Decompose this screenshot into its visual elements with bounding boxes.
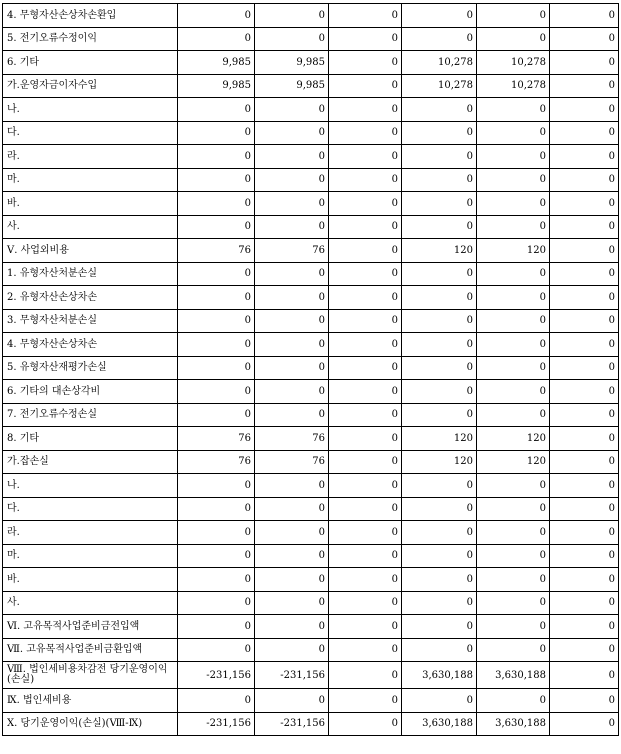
value-cell: 0 [550,403,619,427]
value-cell: 0 [550,98,619,122]
value-cell: 0 [550,568,619,592]
value-cell: 0 [477,215,550,239]
table-row [3,286,619,310]
value-cell: 0 [550,615,619,639]
value-cell: 0 [402,380,477,404]
value-cell: 0 [178,356,255,380]
table-row [3,615,619,639]
value-cell: 0 [402,262,477,286]
value-cell: 0 [402,356,477,380]
value-cell: 0 [329,474,402,498]
value-cell: 0 [329,239,402,263]
value-cell: 0 [178,145,255,169]
value-cell: 0 [477,309,550,333]
value-cell: 0 [477,145,550,169]
value-cell: 0 [329,192,402,216]
row-label: 바. [3,192,178,216]
row-label: 마. [3,168,178,192]
value-cell: 0 [550,309,619,333]
row-label: 7. 전기오류수정손실 [3,403,178,427]
value-cell: 0 [329,168,402,192]
value-cell: 0 [402,521,477,545]
value-cell: 0 [402,615,477,639]
value-cell: 0 [329,262,402,286]
table-row [3,27,619,51]
value-cell: 9,985 [178,74,255,98]
row-label: 1. 유형자산처분손실 [3,262,178,286]
value-cell: 0 [550,380,619,404]
table-row [3,262,619,286]
row-label: 6. 기타의 대손상각비 [3,380,178,404]
value-cell: 0 [255,145,329,169]
value-cell: 0 [402,568,477,592]
value-cell: 3,630,188 [477,712,550,736]
value-cell: 0 [477,474,550,498]
value-cell: 10,278 [477,51,550,75]
table-row [3,521,619,545]
table-row [3,712,619,736]
table-row [3,497,619,521]
value-cell: 0 [477,521,550,545]
row-label: 라. [3,145,178,169]
value-cell: 120 [477,427,550,451]
value-cell: 0 [329,333,402,357]
value-cell: 120 [477,450,550,474]
value-cell: 0 [255,497,329,521]
value-cell: 0 [329,450,402,474]
value-cell: 0 [178,380,255,404]
value-cell: 0 [255,591,329,615]
row-label: Ⅵ. 고유목적사업준비금전입액 [3,615,178,639]
value-cell: 0 [255,333,329,357]
value-cell: 0 [255,4,329,28]
value-cell: 0 [255,121,329,145]
value-cell: 0 [550,121,619,145]
row-label: 가.잡손실 [3,450,178,474]
value-cell: 0 [255,638,329,662]
value-cell: 0 [255,521,329,545]
row-label: Ⅷ. 법인세비용차감전 당기운영이익(손실) [3,662,178,689]
value-cell: -231,156 [255,662,329,689]
value-cell: 0 [178,591,255,615]
value-cell: 0 [550,333,619,357]
row-label: 4. 무형자산손상차손환입 [3,4,178,28]
value-cell: 0 [402,689,477,713]
row-label: 5. 유형자산재평가손실 [3,356,178,380]
value-cell: 0 [329,521,402,545]
value-cell: 76 [255,450,329,474]
value-cell: -231,156 [178,712,255,736]
row-label: 사. [3,591,178,615]
value-cell: 120 [477,239,550,263]
value-cell: 0 [550,27,619,51]
value-cell: 76 [178,450,255,474]
table-row [3,74,619,98]
table-row [3,239,619,263]
value-cell: 0 [477,568,550,592]
table-row [3,98,619,122]
value-cell: 0 [402,591,477,615]
value-cell: 0 [255,27,329,51]
value-cell: 0 [402,4,477,28]
value-cell: 0 [550,450,619,474]
value-cell: 0 [477,356,550,380]
row-label: Ⅴ. 사업외비용 [3,239,178,263]
table-row [3,309,619,333]
table-row [3,544,619,568]
value-cell: 0 [550,215,619,239]
value-cell: 0 [178,568,255,592]
table-row [3,591,619,615]
value-cell: 0 [178,262,255,286]
value-cell: 0 [178,333,255,357]
row-label: 2. 유형자산손상차손 [3,286,178,310]
value-cell: 0 [402,27,477,51]
value-cell: 0 [178,497,255,521]
value-cell: 0 [329,662,402,689]
value-cell: 0 [329,4,402,28]
value-cell: 0 [477,591,550,615]
value-cell: 0 [329,121,402,145]
row-label: 4. 무형자산손상차손 [3,333,178,357]
value-cell: 0 [329,568,402,592]
value-cell: 120 [402,239,477,263]
value-cell: 0 [477,689,550,713]
table-body [3,4,619,736]
value-cell: 0 [550,497,619,521]
value-cell: 0 [255,356,329,380]
value-cell: 0 [178,4,255,28]
value-cell: 0 [178,638,255,662]
value-cell: 0 [329,145,402,169]
table-row [3,450,619,474]
row-label: 다. [3,121,178,145]
table-row [3,121,619,145]
value-cell: 0 [402,309,477,333]
table-row [3,638,619,662]
value-cell: 0 [550,192,619,216]
value-cell: 9,985 [255,74,329,98]
value-cell: 0 [477,27,550,51]
row-label: Ⅸ. 법인세비용 [3,689,178,713]
value-cell: 0 [402,403,477,427]
value-cell: 10,278 [402,51,477,75]
value-cell: 0 [550,591,619,615]
value-cell: 0 [402,145,477,169]
value-cell: 0 [402,121,477,145]
value-cell: 0 [329,27,402,51]
row-label: 나. [3,474,178,498]
table-row [3,333,619,357]
value-cell: 10,278 [402,74,477,98]
value-cell: 76 [255,239,329,263]
value-cell: 0 [477,403,550,427]
value-cell: -231,156 [255,712,329,736]
value-cell: 120 [402,450,477,474]
value-cell: 0 [477,168,550,192]
row-label: 다. [3,497,178,521]
value-cell: 0 [550,51,619,75]
value-cell: 0 [477,638,550,662]
table-row [3,568,619,592]
value-cell: 0 [402,98,477,122]
value-cell: 0 [255,262,329,286]
value-cell: 0 [329,309,402,333]
value-cell: 0 [477,192,550,216]
row-label: 마. [3,544,178,568]
value-cell: 0 [329,403,402,427]
value-cell: 0 [402,497,477,521]
value-cell: 0 [178,309,255,333]
value-cell: 9,985 [255,51,329,75]
value-cell: 0 [178,192,255,216]
value-cell: 0 [550,145,619,169]
value-cell: 0 [550,286,619,310]
value-cell: 0 [255,615,329,639]
table-row [3,662,619,689]
table-row [3,356,619,380]
value-cell: 0 [178,615,255,639]
value-cell: 0 [477,497,550,521]
row-label: 8. 기타 [3,427,178,451]
value-cell: 0 [329,497,402,521]
value-cell: 0 [178,403,255,427]
value-cell: 0 [550,356,619,380]
value-cell: 0 [402,192,477,216]
value-cell: 0 [402,168,477,192]
row-label: 나. [3,98,178,122]
value-cell: 76 [178,239,255,263]
table-row [3,4,619,28]
value-cell: 0 [477,4,550,28]
value-cell: 3,630,188 [402,712,477,736]
value-cell: 120 [402,427,477,451]
value-cell: 0 [329,51,402,75]
value-cell: 0 [255,380,329,404]
value-cell: 0 [178,689,255,713]
value-cell: 0 [255,98,329,122]
value-cell: 0 [477,615,550,639]
value-cell: 0 [178,521,255,545]
value-cell: 0 [329,689,402,713]
value-cell: 0 [329,638,402,662]
value-cell: 0 [477,286,550,310]
value-cell: 0 [178,27,255,51]
value-cell: 0 [402,544,477,568]
value-cell: 76 [178,427,255,451]
value-cell: 0 [329,98,402,122]
value-cell: 0 [550,4,619,28]
value-cell: 0 [402,286,477,310]
value-cell: 9,985 [178,51,255,75]
value-cell: 0 [329,544,402,568]
value-cell: 0 [178,121,255,145]
table-row [3,215,619,239]
value-cell: 0 [550,689,619,713]
value-cell: 0 [178,168,255,192]
value-cell: 0 [550,474,619,498]
value-cell: 0 [178,98,255,122]
value-cell: 0 [477,333,550,357]
value-cell: 0 [255,568,329,592]
row-label: 가.운영자금이자수입 [3,74,178,98]
value-cell: 0 [178,286,255,310]
value-cell: 76 [255,427,329,451]
value-cell: 0 [178,474,255,498]
row-label: 바. [3,568,178,592]
value-cell: 0 [255,403,329,427]
value-cell: 0 [550,712,619,736]
table-row [3,403,619,427]
value-cell: 0 [255,544,329,568]
value-cell: 0 [402,474,477,498]
table-row [3,474,619,498]
value-cell: 0 [255,286,329,310]
row-label: 3. 무형자산처분손실 [3,309,178,333]
value-cell: 0 [550,168,619,192]
value-cell: 0 [329,215,402,239]
value-cell: 0 [402,333,477,357]
value-cell: 0 [477,544,550,568]
value-cell: 0 [255,309,329,333]
value-cell: 0 [329,591,402,615]
table-row [3,689,619,713]
row-label: Ⅹ. 당기운영이익(손실)(Ⅷ-Ⅸ) [3,712,178,736]
value-cell: 0 [550,662,619,689]
value-cell: 0 [550,427,619,451]
value-cell: 0 [329,356,402,380]
value-cell: 0 [477,98,550,122]
value-cell: 0 [255,168,329,192]
value-cell: 0 [477,121,550,145]
financial-statement-table [2,3,619,736]
value-cell: 0 [550,239,619,263]
value-cell: 0 [329,615,402,639]
row-label: 라. [3,521,178,545]
value-cell: 0 [178,215,255,239]
value-cell: 3,630,188 [477,662,550,689]
value-cell: 0 [178,544,255,568]
value-cell: 0 [402,215,477,239]
table-row [3,145,619,169]
value-cell: -231,156 [178,662,255,689]
row-label: Ⅶ. 고유목적사업준비금환입액 [3,638,178,662]
value-cell: 0 [329,712,402,736]
value-cell: 0 [255,192,329,216]
value-cell: 0 [329,286,402,310]
table-row [3,168,619,192]
value-cell: 0 [550,638,619,662]
value-cell: 0 [550,74,619,98]
value-cell: 10,278 [477,74,550,98]
value-cell: 0 [550,262,619,286]
value-cell: 3,630,188 [402,662,477,689]
row-label: 사. [3,215,178,239]
table-row [3,380,619,404]
value-cell: 0 [329,427,402,451]
value-cell: 0 [402,638,477,662]
row-label: 5. 전기오류수정이익 [3,27,178,51]
value-cell: 0 [255,474,329,498]
table-row [3,51,619,75]
value-cell: 0 [329,380,402,404]
value-cell: 0 [255,689,329,713]
value-cell: 0 [477,262,550,286]
table-row [3,427,619,451]
value-cell: 0 [477,380,550,404]
value-cell: 0 [255,215,329,239]
value-cell: 0 [550,544,619,568]
value-cell: 0 [550,521,619,545]
row-label: 6. 기타 [3,51,178,75]
value-cell: 0 [329,74,402,98]
table-row [3,192,619,216]
